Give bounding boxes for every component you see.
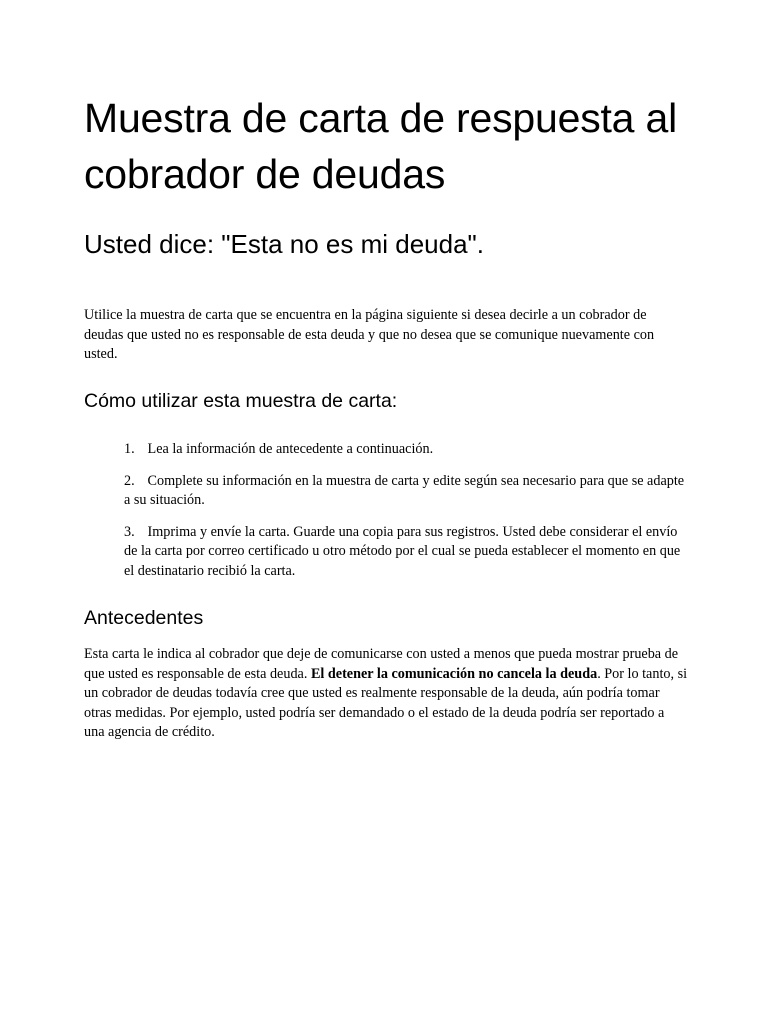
- background-text-end: . Por lo tanto, si un cobrador de deudas todavía cree que usted es realmente responsable de la deuda, aún podría tomar otras medidas. Por ejemplo, usted podría ser demandado o el estado de la deuda podría ser reportado a una agencia de crédito.: [84, 665, 688, 740]
- step-number: 2.: [124, 472, 135, 489]
- background-bold-statement: El detener la comunicación no cancela la deuda: [310, 665, 598, 682]
- intro-paragraph: Utilice la muestra de carta que se encuentra en la página siguiente si desea decirle a un cobrador de deudas que usted no es responsable de esta deuda y que no desea que se comunique nuevamente con usted.: [84, 307, 655, 362]
- howto-heading: Cómo utilizar esta muestra de carta:: [84, 390, 398, 412]
- background-paragraph: [84, 645, 688, 743]
- list-item: [124, 472, 688, 511]
- background-heading: Antecedentes: [84, 607, 204, 629]
- background-text-start: Esta carta le indica al cobrador que deje de comunicarse con usted a menos que pueda mostrar prueba de que usted es responsable de esta deuda.: [84, 646, 679, 682]
- step-number: 1.: [124, 441, 135, 457]
- document-title: Muestra de carta de respuesta al cobrador de deudas: [84, 95, 677, 197]
- document-subtitle: Usted dice: "Esta no es mi deuda".: [84, 229, 485, 259]
- steps-list: [124, 440, 688, 593]
- step-text: Complete su información en la muestra de carta y edite según sea necesario para que se adapte a su situación.: [124, 472, 685, 508]
- list-item: [124, 523, 688, 582]
- step-text: Lea la información de antecedente a continuación.: [147, 441, 434, 457]
- list-item: [124, 440, 688, 460]
- step-number: 3.: [124, 523, 135, 540]
- step-text: Imprima y envíe la carta. Guarde una copia para sus registros. Usted debe considerar el envío de la carta por correo certificado u otro método por el cual se pueda establecer el momento en que el destinatario recibió la carta.: [124, 523, 681, 579]
